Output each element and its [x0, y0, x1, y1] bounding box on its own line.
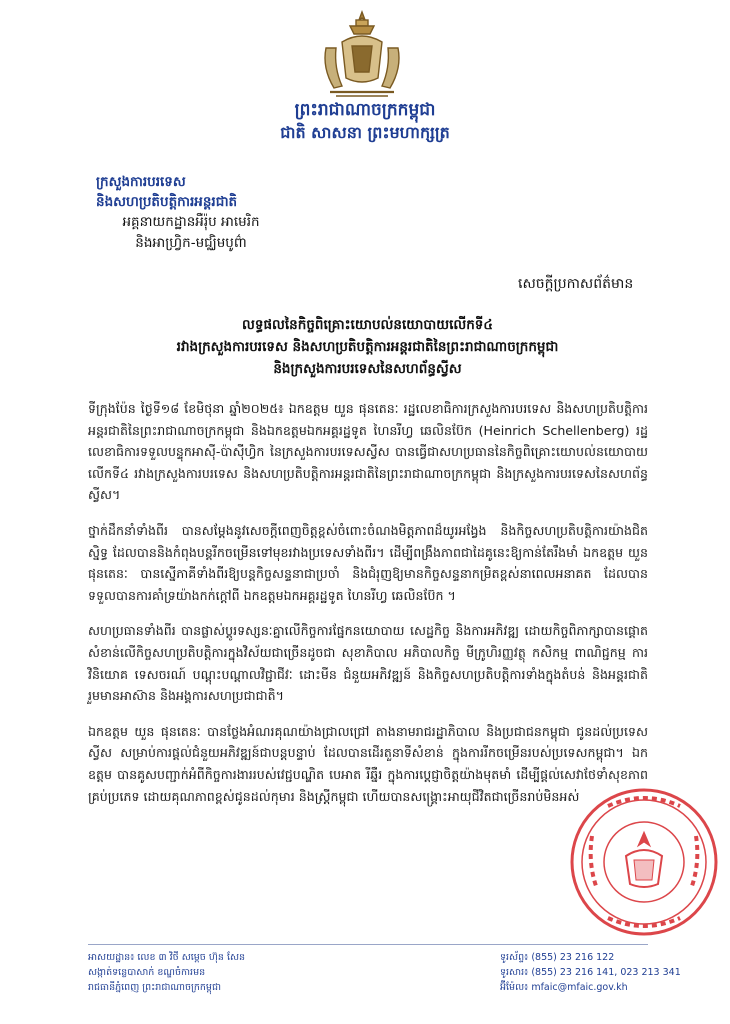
title-line1: លទ្ធផលនៃកិច្ចពិគ្រោះយោបល់នយោបាយលើកទី៤ — [242, 317, 493, 333]
ministry-block — [96, 172, 306, 254]
fax-number: ទូរសារ៖ (855) 23 216 141, 023 213 341 — [500, 967, 681, 978]
document-title — [100, 314, 635, 380]
department-line2: និងអាហ្វ្រិក-មជ្ឈិមបូព៌ា — [135, 235, 247, 251]
ministry-name-line2: និងសហប្រតិបត្តិការអន្តរជាតិ — [96, 194, 238, 210]
title-line3: និងក្រសួងការបរទេសនៃសហព័ន្ធស្វីស — [273, 361, 462, 377]
kingdom-heading — [240, 98, 490, 144]
kingdom-name: ព្រះរាជាណាចក្រកម្ពុជា — [294, 100, 436, 120]
ministry-name-line1: ក្រសួងការបរទេស — [96, 174, 186, 190]
address-line2: សង្កាត់ទន្លេបាសាក់ ខណ្ឌចំការមន — [88, 967, 206, 978]
title-line2: រវាងក្រសួងការបរទេស និងសហប្រតិបត្តិការអន្តរជាតិនៃព្រះរាជាណាចក្រកម្ពុជា — [176, 339, 559, 355]
address-line1: អាសយដ្ឋាន៖ លេខ ៣ វិថី សម្តេច ហ៊ុន សែន — [88, 952, 246, 963]
department-line1: អគ្គនាយកដ្ឋានអឺរ៉ុប អាមេរិក — [122, 214, 260, 230]
footer-contact — [500, 950, 681, 995]
document-body — [88, 398, 648, 821]
phone-number: ទូរស័ព្ទ៖ (855) 23 216 122 — [500, 952, 615, 963]
royal-emblem-icon — [312, 8, 412, 100]
paragraph-2: ថ្នាក់ដឹកនាំទាំងពីរ បានសម្តែងនូវសេចក្តីពេញចិត្តខ្ពស់ចំពោះចំណងមិត្តភាពដ៏យូរអង្វែង និងកិច្ចសហប្រតិបត្តិការយ៉ាងជិតស្និទ្ធ ដែលបាននិងកំពុងបន្តរីកចម្រើនទៅមុខរវាងប្រទេសទាំងពីរ។ ដើម្បីពង្រឹងភាពជាដៃគូនេះឱ្យកាន់តែរឹងមាំ ឯកឧត្តម យួន ផុនតេនៈ បានស្នើភាគីទាំងពីរឱ្យបន្តកិច្ចសន្ទនាជាប្រចាំ និងជំរុញឱ្យមានកិច្ចសន្ទនាកម្រិតខ្ពស់នាពេលអនាគត ដែលបានទទួលបានការគាំទ្រយ៉ាងកក់ក្តៅពី ឯកឧត្តមឯកអគ្គរដ្ឋទូត ហៃនរីហ្វ ឆេលិនប៊ែក ។ — [88, 522, 648, 603]
press-release-label: សេចក្តីប្រកាសព័ត៌មាន — [518, 276, 634, 292]
paragraph-4: ឯកឧត្តម យួន ផុនតេនៈ បានថ្លែងអំណរគុណយ៉ាងជ្រាលជ្រៅ តាងនាមរាជរដ្ឋាភិបាល និងប្រជាជនកម្ពុជា ជូនដល់ប្រទេសស្វីស សម្រាប់ការផ្តល់ជំនួយអភិវឌ្ឍន៍ជាបន្តបន្ទាប់ ដែលបានដើរតួនាទីសំខាន់ ក្នុងការរីកចម្រើនរបស់ប្រទេសកម្ពុជា។ ឯកឧត្តម បានគូសបញ្ជាក់អំពីកិច្ចការងាររបស់វេជ្ជបណ្ឌិត បេអាត រីឆ្នឺរ ក្នុងការប្តេជ្ញាចិត្តយ៉ាងមុតមាំ ដើម្បីផ្តល់សេវាថែទាំសុខភាពគ្រប់ប្រភេទ ដោយគុណភាពខ្ពស់ជូនដល់កុមារ និងស្ត្រីកម្ពុជា ហើយបានសង្គ្រោះអាយុជីវិតជាច្រើនរាប់មិនអស់ — [88, 723, 648, 804]
paragraph-1: ទីក្រុងប៉ែន ថ្ងៃទី១៨ ខែមិថុនា ឆ្នាំ២០២៥៖ ឯកឧត្តម យួន ផុនតេនៈ រដ្ឋលេខាធិការក្រសួងការបរទេស និងសហប្រតិបត្តិការអន្តរជាតិនៃព្រះរាជាណាចក្រកម្ពុជា និងឯកឧត្តមឯកអគ្គរដ្ឋទូត ហៃនរីហ្វ ឆេលិនប៊ែក (Heinrich Schellenberg) រដ្ឋលេខាធិការទទួលបន្ទុកអាស៊ី-ប៉ាស៊ីហ្វិក នៃក្រសួងការបរទេសស្វីស បានធ្វើជាសហប្រធាននៃកិច្ចពិគ្រោះយោបល់នយោបាយលើកទី៤ រវាងក្រសួងការបរទេស និងសហប្រតិបត្តិការអន្តរជាតិនៃព្រះរាជាណាចក្រកម្ពុជា និងក្រសួងការបរទេសនៃសហព័ន្ធស្វីស។ — [88, 401, 648, 503]
address-line3: រាជធានីភ្នំពេញ ព្រះរាជាណាចក្រកម្ពុជា — [88, 982, 221, 993]
national-motto: ជាតិ សាសនា ព្រះមហាក្សត្រ — [280, 123, 450, 142]
paragraph-3: សហប្រធានទាំងពីរ បានផ្លាស់ប្តូរទស្សនៈគ្នាលើកិច្ចការផ្នែកនយោបាយ សេដ្ឋកិច្ច និងការអភិវឌ្ឍ ដោយកិច្ចពិភាក្សាបានផ្តោតសំខាន់លើកិច្ចសហប្រតិបត្តិការក្នុងវិស័យជាច្រើនដូចជា សុខាភិបាល អភិបាលកិច្ច មីក្រូហិរញ្ញវត្ថុ កសិកម្ម ពាណិជ្ជកម្ម ការវិនិយោគ ទេសចរណ៍ បណ្តុះបណ្តាលវិជ្ជាជីវៈ ដោះមីន ជំនួយអភិវឌ្ឍន៍ និងកិច្ចសហប្រតិបត្តិការទាំងក្នុងតំបន់ និងអន្តរជាតិ រួមមានអាស៊ាន និងអង្គការសហប្រជាជាតិ។ — [88, 623, 648, 704]
footer-divider — [88, 944, 648, 945]
footer-address — [88, 950, 245, 995]
email-address: អ៊ីម៉ែល៖ mfaic@mfaic.gov.kh — [500, 982, 628, 993]
official-seal-icon — [568, 786, 720, 938]
